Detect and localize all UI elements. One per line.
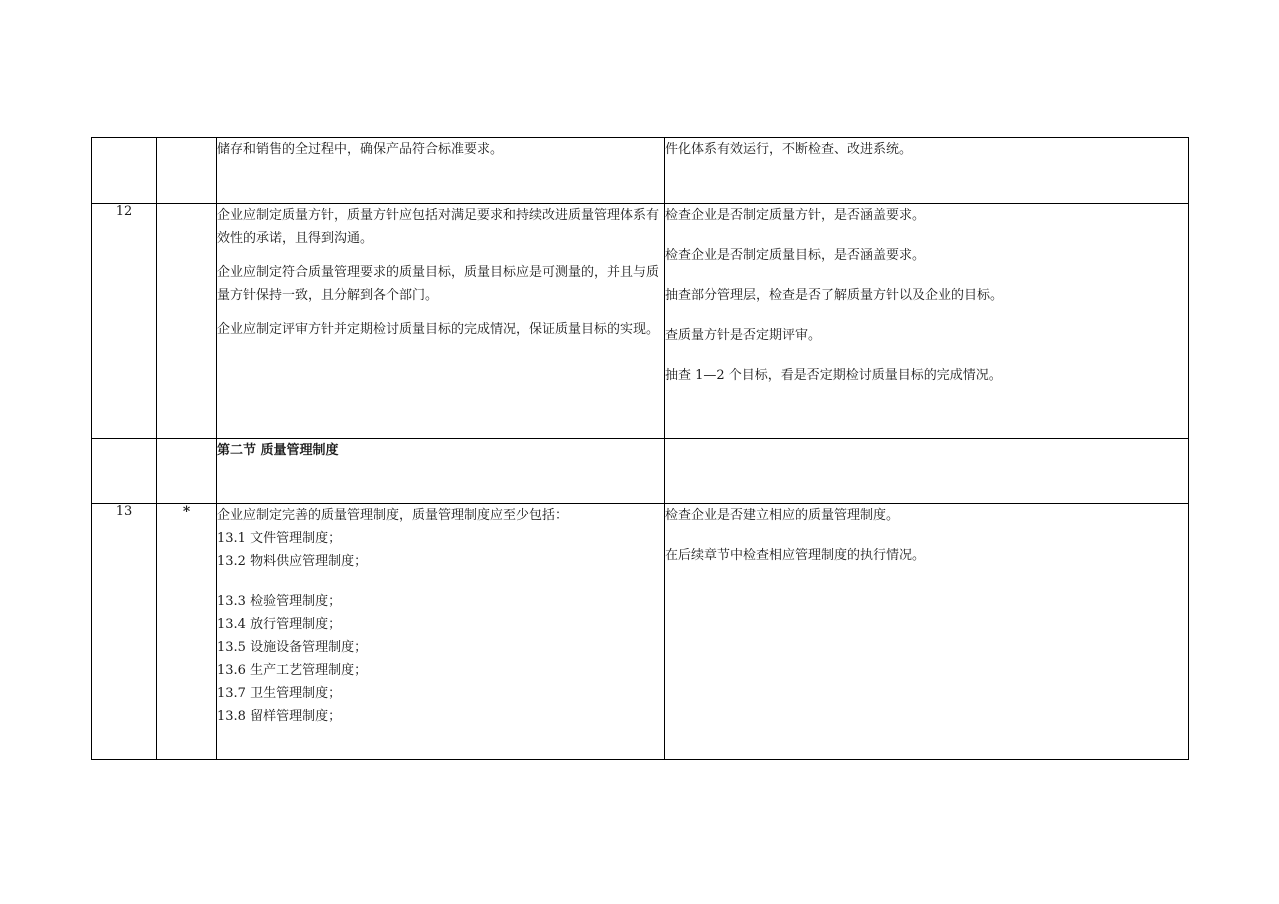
table-row xyxy=(92,504,1189,760)
table-row xyxy=(92,439,1189,504)
key-item-asterisk: * xyxy=(182,504,191,520)
check-method-cell xyxy=(665,204,1189,439)
list-item: 13.8 留样管理制度； xyxy=(217,709,342,724)
check-text: 检查企业是否制定质量方针，是否涵盖要求。 xyxy=(665,208,926,223)
requirement-cell xyxy=(217,138,665,204)
list-item: 13.4 放行管理制度； xyxy=(217,617,342,632)
row-number-cell xyxy=(92,138,157,204)
requirement-text: 企业应制定完善的质量管理制度，质量管理制度应至少包括： xyxy=(217,508,569,523)
check-method-cell xyxy=(665,439,1189,504)
list-item: 13.3 检验管理制度； xyxy=(217,594,342,609)
check-text: 件化体系有效运行，不断检查、改进系统。 xyxy=(665,142,913,157)
check-method-cell xyxy=(665,138,1189,204)
check-text: 检查企业是否制定质量目标，是否涵盖要求。 xyxy=(665,248,926,263)
requirement-cell xyxy=(217,504,665,760)
check-text: 抽查 1—2 个目标，看是否定期检讨质量目标的完成情况。 xyxy=(665,368,1002,383)
table-row xyxy=(92,138,1189,204)
row-number-cell xyxy=(92,439,157,504)
row-number-cell xyxy=(92,504,157,760)
check-text: 查质量方针是否定期评审。 xyxy=(665,328,822,343)
row-number-cell xyxy=(92,204,157,439)
row-number: 12 xyxy=(115,204,133,219)
requirement-cell xyxy=(217,204,665,439)
key-item-cell xyxy=(157,439,217,504)
check-text: 检查企业是否建立相应的质量管理制度。 xyxy=(665,508,900,523)
requirement-text: 企业应制定符合质量管理要求的质量目标，质量目标应是可测量的，并且与质量方针保持一致，且分解到各个部门。 xyxy=(217,265,660,303)
check-text: 抽查部分管理层，检查是否了解质量方针以及企业的目标。 xyxy=(665,288,1004,303)
list-item: 13.2 物料供应管理制度； xyxy=(217,554,368,569)
list-item: 13.6 生产工艺管理制度； xyxy=(217,663,368,678)
section-heading-cell xyxy=(217,439,665,504)
section-title: 第二节 质量管理制度 xyxy=(217,443,339,458)
requirement-text: 企业应制定评审方针并定期检讨质量目标的完成情况，保证质量目标的实现。 xyxy=(217,322,660,337)
requirement-text: 企业应制定质量方针，质量方针应包括对满足要求和持续改进质量管理体系有效性的承诺，且得到沟通。 xyxy=(217,208,660,246)
key-item-cell xyxy=(157,204,217,439)
requirement-text: 储存和销售的全过程中，确保产品符合标准要求。 xyxy=(217,142,504,157)
row-number: 13 xyxy=(115,504,133,519)
regulation-table xyxy=(91,137,1189,760)
key-item-cell xyxy=(157,138,217,204)
list-item: 13.7 卫生管理制度； xyxy=(217,686,342,701)
key-item-cell xyxy=(157,504,217,760)
list-item: 13.5 设施设备管理制度； xyxy=(217,640,368,655)
list-item: 13.1 文件管理制度； xyxy=(217,531,342,546)
check-text: 在后续章节中检查相应管理制度的执行情况。 xyxy=(665,548,926,563)
table-row xyxy=(92,204,1189,439)
check-method-cell xyxy=(665,504,1189,760)
